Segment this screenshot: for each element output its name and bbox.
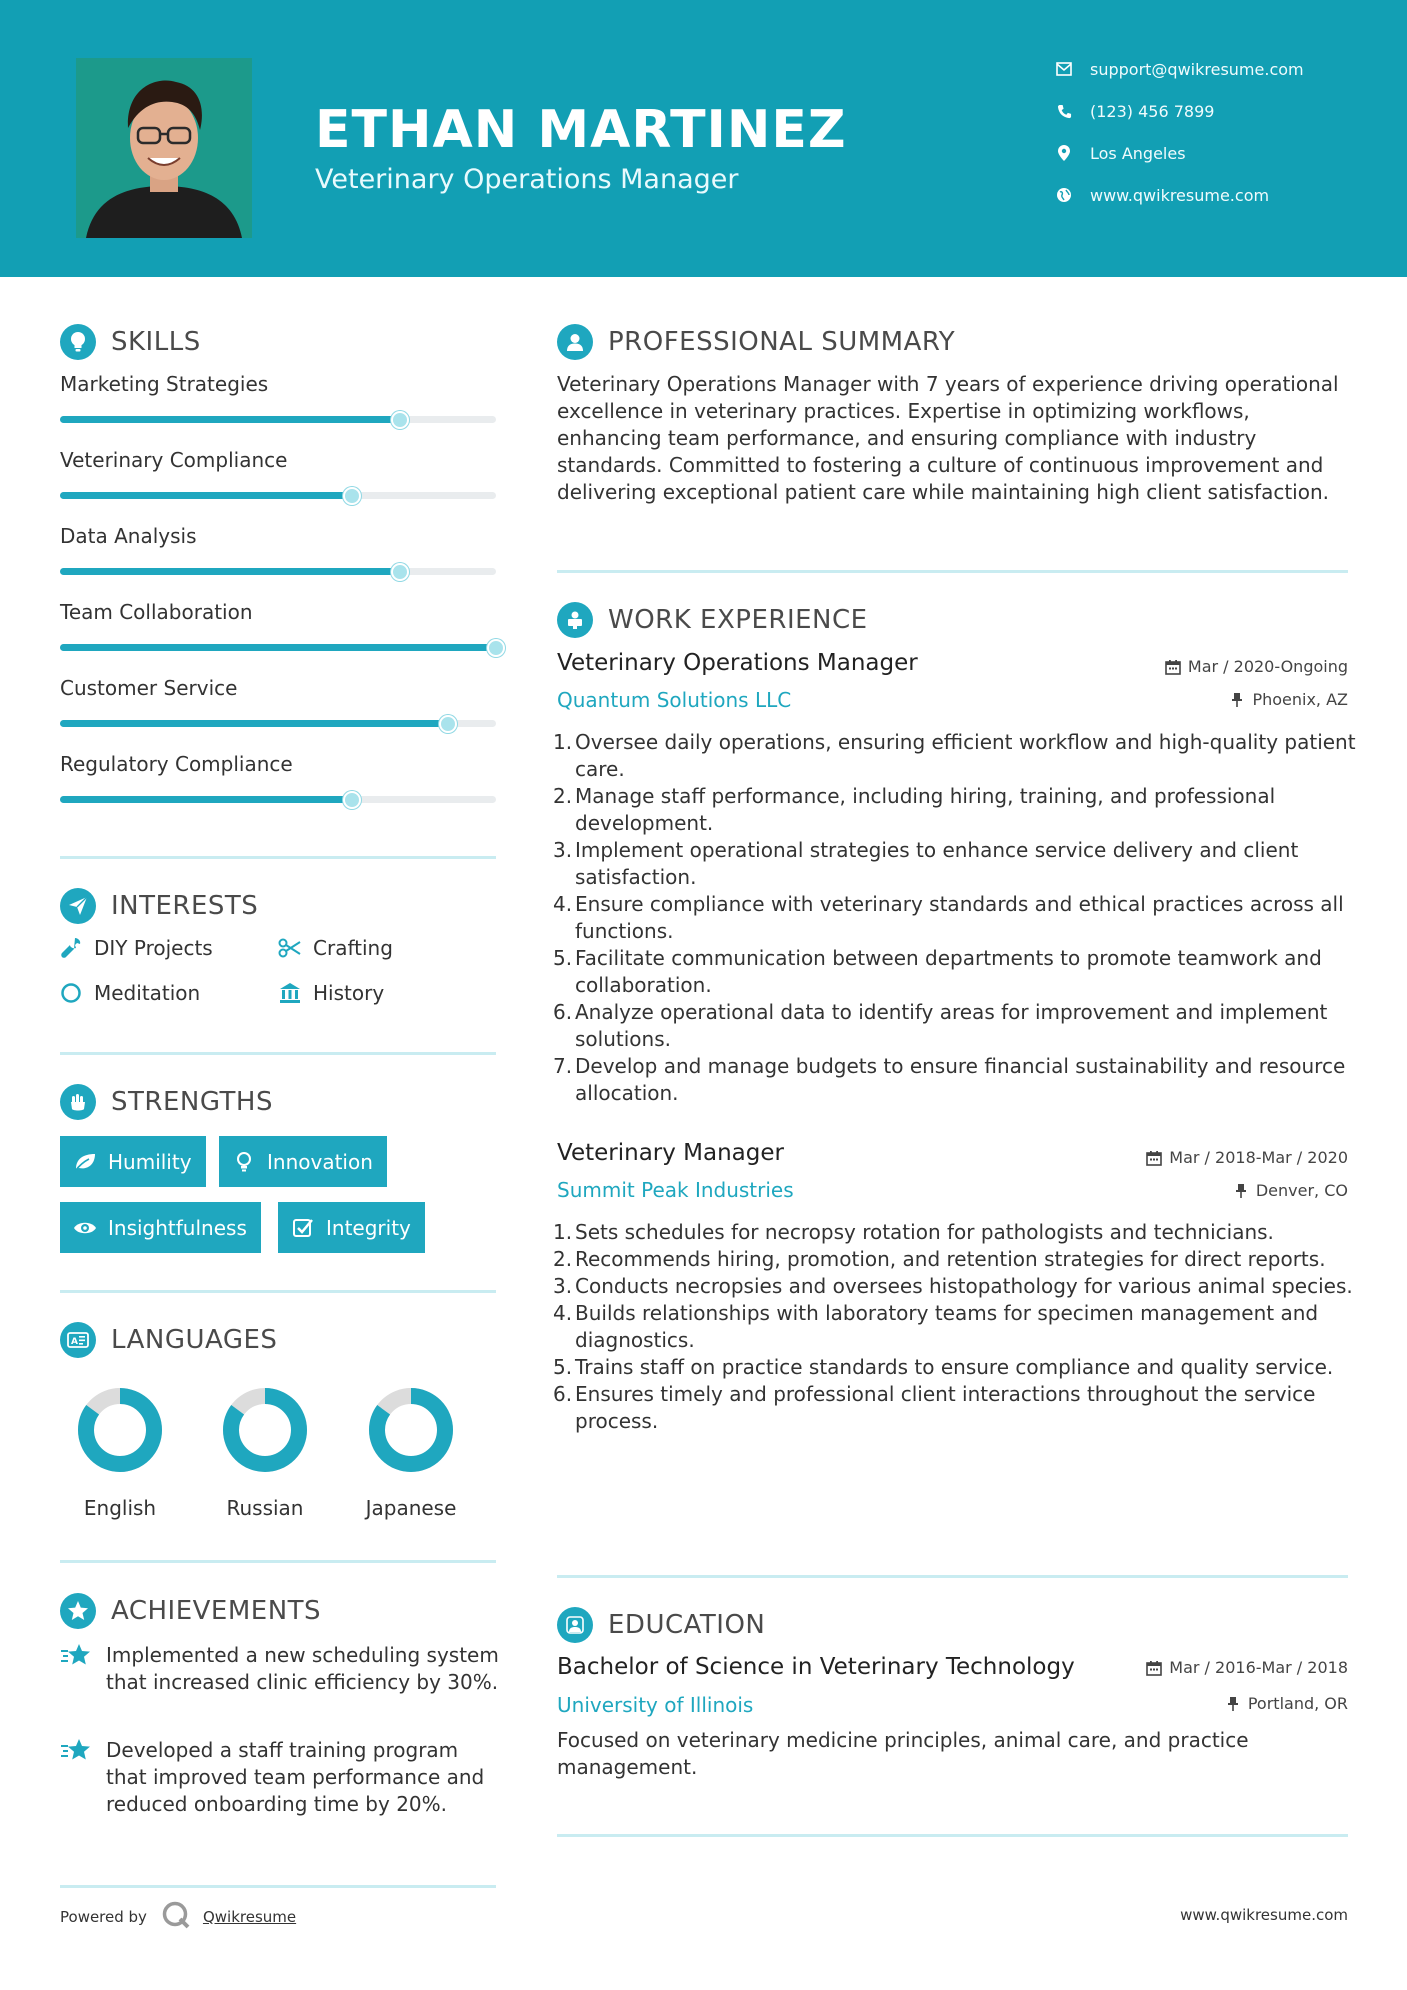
interest-item — [58, 935, 213, 961]
job-location — [1228, 690, 1348, 709]
skill-bar-fill — [60, 568, 400, 575]
job-dates-text: Mar / 2018-Mar / 2020 — [1169, 1148, 1348, 1167]
language-icon — [60, 1322, 96, 1358]
briefcase-icon — [557, 602, 593, 638]
contact-phone-text: (123) 456 7899 — [1090, 101, 1215, 121]
section-divider — [60, 1560, 496, 1563]
skill-name: Team Collaboration — [60, 600, 253, 624]
skill-name: Data Analysis — [60, 524, 197, 548]
language-name: English — [83, 1496, 157, 1520]
contact-website-text: www.qwikresume.com — [1090, 185, 1270, 205]
skill-bar — [60, 720, 496, 727]
list-item: Develop and manage budgets to ensure financial sustainability and resource allocation. — [575, 1054, 1346, 1105]
skill-bar — [60, 568, 496, 575]
list-item: Manage staff performance, including hiring, training, and professional development. — [575, 784, 1276, 835]
strengths-heading — [60, 1084, 273, 1120]
list-item: Oversee daily operations, ensuring efficient workflow and high-quality patient care. — [575, 730, 1356, 781]
list-item: Sets schedules for necropsy rotation for pathologists and technicians. — [575, 1220, 1274, 1244]
skill-bar-knob — [343, 487, 361, 505]
language-donut — [367, 1386, 455, 1474]
contact-location — [1054, 140, 1186, 166]
experience-heading — [557, 602, 868, 638]
skill-name: Veterinary Compliance — [60, 448, 288, 472]
contact-location-text: Los Angeles — [1090, 143, 1186, 163]
skill-bar-knob — [343, 791, 361, 809]
education-heading — [557, 1607, 765, 1643]
list-item: Builds relationships with laboratory teams for specimen management and diagnostics. — [575, 1301, 1319, 1352]
job-title: Veterinary Manager — [557, 1140, 784, 1166]
job-dates-text: Mar / 2020-Ongoing — [1187, 657, 1348, 676]
contact-website[interactable] — [1054, 182, 1269, 208]
section-divider — [60, 856, 496, 859]
language-donut — [221, 1386, 309, 1474]
lightbulb-icon — [60, 324, 96, 360]
education-dates — [1145, 1658, 1348, 1677]
footer-powered-by — [60, 1900, 296, 1934]
experience-heading-text: WORK EXPERIENCE — [608, 605, 868, 635]
achievement-text: Developed a staff training program that improved team performance and reduced onboarding time by 20%. — [106, 1738, 485, 1816]
section-divider — [557, 1575, 1348, 1578]
list-item: Trains staff on practice standards to ensure compliance and quality service. — [575, 1355, 1334, 1379]
interest-item — [58, 980, 200, 1006]
skill-bar — [60, 492, 496, 499]
interest-label: Crafting — [313, 936, 393, 960]
star-icon — [60, 1737, 94, 1767]
strength-label: Insightfulness — [108, 1215, 247, 1240]
bank-icon — [277, 980, 303, 1006]
interest-item — [277, 980, 384, 1006]
skills-heading-text: SKILLS — [111, 327, 201, 357]
achievement-item — [60, 1737, 500, 1818]
company-name[interactable]: Summit Peak Industries — [557, 1178, 794, 1202]
degree-title: Bachelor of Science in Veterinary Technology — [557, 1654, 1075, 1680]
hand-icon — [60, 1084, 96, 1120]
education-heading-text: EDUCATION — [608, 1610, 766, 1640]
interest-item — [277, 935, 393, 961]
language-item — [205, 1386, 325, 1520]
school-name[interactable]: University of Illinois — [557, 1693, 754, 1717]
scissors-icon — [277, 935, 303, 961]
circle-icon — [58, 980, 84, 1006]
skill-bar — [60, 644, 496, 651]
globe-icon — [1054, 185, 1074, 205]
calendar-icon — [1145, 1149, 1163, 1167]
footer-website[interactable]: www.qwikresume.com — [1180, 1906, 1348, 1924]
education-dates-text: Mar / 2016-Mar / 2018 — [1169, 1658, 1348, 1677]
strength-tag — [60, 1136, 206, 1187]
calendar-icon — [1164, 658, 1182, 676]
education-description: Focused on veterinary medicine principles, animal care, and practice management. — [557, 1728, 1249, 1779]
qwikresume-link[interactable]: Qwikresume — [202, 1908, 297, 1926]
summary-heading-text: PROFESSIONAL SUMMARY — [608, 327, 956, 357]
languages-heading-text: LANGUAGES — [111, 1325, 278, 1355]
skill-bar-fill — [60, 720, 448, 727]
summary-text: Veterinary Operations Manager with 7 years of experience driving operational excellence in veterinary practices. Expertise in optimizing workflows, enhancing team performance, and ensuring compliance with industry standards. Committed to fostering a culture of continuous improvement and delivering exceptional patient care while maintaining high client satisfaction. — [557, 372, 1339, 504]
job-dates — [1145, 1148, 1348, 1167]
list-item: Analyze operational data to identify areas for improvement and implement solutions. — [575, 1000, 1328, 1051]
section-divider — [60, 1885, 496, 1888]
strength-tag — [60, 1202, 261, 1253]
skill-bar-fill — [60, 796, 352, 803]
job-responsibilities — [557, 1219, 1357, 1435]
strength-label: Innovation — [267, 1149, 373, 1174]
achievement-text: Implemented a new scheduling system that increased clinic efficiency by 30%. — [106, 1643, 499, 1694]
achievements-heading — [60, 1593, 321, 1629]
leaf-icon — [72, 1149, 98, 1175]
interest-label: DIY Projects — [94, 936, 213, 960]
interests-heading — [60, 888, 258, 924]
pin-icon — [1228, 691, 1246, 709]
list-item: Facilitate communication between departments to promote teamwork and collaboration. — [575, 946, 1322, 997]
strength-label: Humility — [108, 1149, 192, 1174]
skill-bar-knob — [439, 715, 457, 733]
strength-tag — [278, 1202, 425, 1253]
skill-name: Marketing Strategies — [60, 372, 269, 396]
skill-name: Customer Service — [60, 676, 238, 700]
language-item — [60, 1386, 180, 1520]
skill-name: Regulatory Compliance — [60, 752, 293, 776]
language-donut — [76, 1386, 164, 1474]
candidate-name: ETHAN MARTINEZ — [315, 100, 847, 160]
achievement-item — [60, 1642, 500, 1696]
summary-heading — [557, 324, 955, 360]
contact-email-text: support@qwikresume.com — [1090, 59, 1304, 79]
pin-icon — [1224, 1695, 1242, 1713]
check-square-icon — [290, 1215, 316, 1241]
company-name[interactable]: Quantum Solutions LLC — [557, 688, 792, 712]
contact-phone[interactable] — [1054, 98, 1214, 124]
wrench-icon — [58, 935, 84, 961]
calendar-icon — [1145, 1659, 1163, 1677]
languages-heading — [60, 1322, 277, 1358]
skill-bar-knob — [391, 563, 409, 581]
job-dates — [1164, 657, 1348, 676]
eye-icon — [72, 1215, 98, 1241]
skill-bar-knob — [487, 639, 505, 657]
skill-bar-fill — [60, 416, 400, 423]
language-name: Japanese — [365, 1496, 457, 1520]
pin-icon — [1232, 1182, 1250, 1200]
list-item: Ensures timely and professional client interactions throughout the service process. — [575, 1382, 1316, 1433]
resume-header — [0, 0, 1407, 277]
language-name: Russian — [226, 1496, 304, 1520]
section-divider — [557, 1834, 1348, 1837]
skill-bar-fill — [60, 644, 496, 651]
qwikresume-logo-icon — [161, 1900, 191, 1934]
job-location — [1232, 1181, 1348, 1200]
education-location-text: Portland, OR — [1247, 1694, 1348, 1713]
section-divider — [60, 1052, 496, 1055]
phone-icon — [1054, 101, 1074, 121]
envelope-icon — [1054, 59, 1074, 79]
contact-email[interactable] — [1054, 56, 1304, 82]
skill-bar — [60, 796, 496, 803]
candidate-title: Veterinary Operations Manager — [315, 164, 739, 195]
graduate-icon — [557, 1607, 593, 1643]
list-item: Ensure compliance with veterinary standards and ethical practices across all functions. — [575, 892, 1344, 943]
profile-photo — [76, 58, 252, 238]
user-icon — [557, 324, 593, 360]
skill-bar-knob — [391, 411, 409, 429]
section-divider — [557, 570, 1348, 573]
skill-bar-fill — [60, 492, 352, 499]
star-icon — [60, 1642, 94, 1672]
strength-tag — [219, 1136, 387, 1187]
list-item: Implement operational strategies to enhance service delivery and client satisfaction. — [575, 838, 1299, 889]
section-divider — [60, 1290, 496, 1293]
strengths-heading-text: STRENGTHS — [111, 1087, 273, 1117]
list-item: Recommends hiring, promotion, and retention strategies for direct reports. — [575, 1247, 1326, 1271]
list-item: Conducts necropsies and oversees histopathology for various animal species. — [575, 1274, 1353, 1298]
lightbulb-icon — [231, 1149, 257, 1175]
star-icon — [60, 1593, 96, 1629]
map-marker-icon — [1054, 143, 1074, 163]
strength-label: Integrity — [326, 1215, 411, 1240]
job-title: Veterinary Operations Manager — [557, 650, 918, 676]
job-location-text: Phoenix, AZ — [1252, 690, 1348, 709]
svg-text:A: A — [71, 1337, 78, 1347]
skill-bar — [60, 416, 496, 423]
interest-label: Meditation — [94, 981, 201, 1005]
powered-by-label: Powered by — [60, 1908, 147, 1926]
skills-heading — [60, 324, 201, 360]
education-location — [1224, 1694, 1348, 1713]
achievements-heading-text: ACHIEVEMENTS — [111, 1596, 322, 1626]
interest-label: History — [313, 981, 385, 1005]
paper-plane-icon — [60, 888, 96, 924]
job-responsibilities — [557, 729, 1357, 1107]
language-item — [351, 1386, 471, 1520]
job-location-text: Denver, CO — [1255, 1181, 1348, 1200]
interests-heading-text: INTERESTS — [111, 891, 259, 921]
